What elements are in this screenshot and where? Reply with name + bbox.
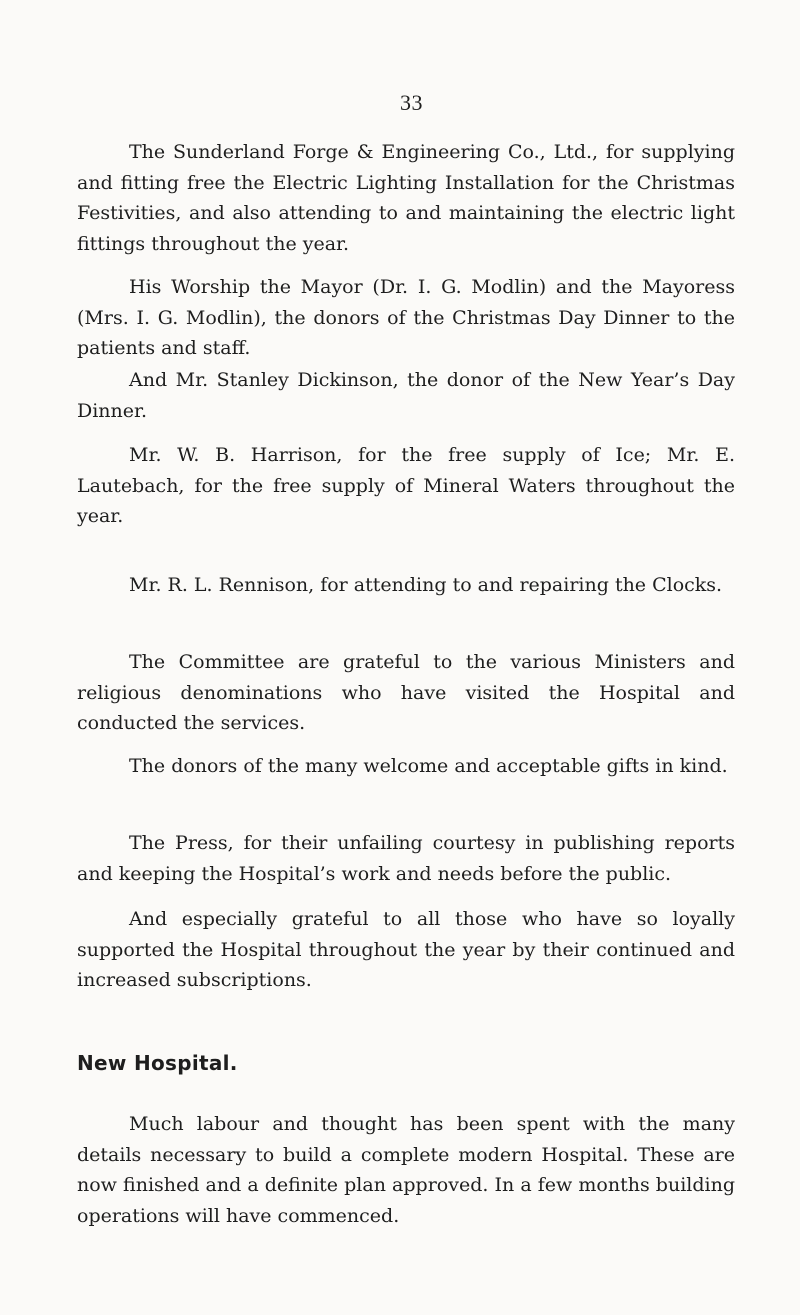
paragraph-rennison	[77, 570, 735, 601]
paragraph-text: Much labour and thought has been spent with the many details necessary to build a complete modern Hospital. These are now finished and a definite plan approved. In a few months building operations will have commenced.	[77, 1113, 735, 1227]
paragraph-text: And Mr. Stanley Dickinson, the donor of the New Year’s Day Dinner.	[77, 369, 735, 422]
paragraph-text: The Press, for their unfailing courtesy in publishing reports and keeping the Hospital’s work and needs before the public.	[77, 832, 735, 885]
paragraph-text: His Worship the Mayor (Dr. I. G. Modlin) and the Mayoress (Mrs. I. G. Modlin), the donors of the Christmas Day Dinner to the patients and staff.	[77, 276, 735, 359]
paragraph-committee	[77, 647, 735, 739]
paragraph-sunderland-forge	[77, 137, 735, 259]
paragraph-text: The Committee are grateful to the various Ministers and religious denominations who have visited the Hospital and conducted the services.	[77, 651, 735, 734]
paragraph-harrison	[77, 440, 735, 532]
paragraph-dickinson	[77, 365, 735, 426]
paragraph-new-hospital	[77, 1109, 735, 1231]
section-heading: New Hospital.	[77, 1051, 238, 1075]
paragraph-press	[77, 828, 735, 889]
paragraph-donors	[77, 751, 735, 782]
paragraph-mayor	[77, 272, 735, 364]
paragraph-text: Mr. R. L. Rennison, for attending to and repairing the Clocks.	[129, 574, 723, 596]
page-number: 33	[400, 90, 423, 115]
paragraph-text: Mr. W. B. Harrison, for the free supply of Ice; Mr. E. Lautebach, for the free supply of Mineral Waters throughout the year.	[77, 444, 735, 527]
paragraph-subscribers	[77, 904, 735, 996]
paragraph-text: The donors of the many welcome and acceptable gifts in kind.	[129, 755, 728, 777]
paragraph-text: The Sunderland Forge & Engineering Co., Ltd., for supplying and fitting free the Electric Lighting Installation for the Christmas Festivities, and also attending to and maintaining the electric light fittings throughout the year.	[77, 141, 735, 255]
paragraph-text: And especially grateful to all those who have so loyally supported the Hospital throughout the year by their continued and increased subscriptions.	[77, 908, 735, 991]
